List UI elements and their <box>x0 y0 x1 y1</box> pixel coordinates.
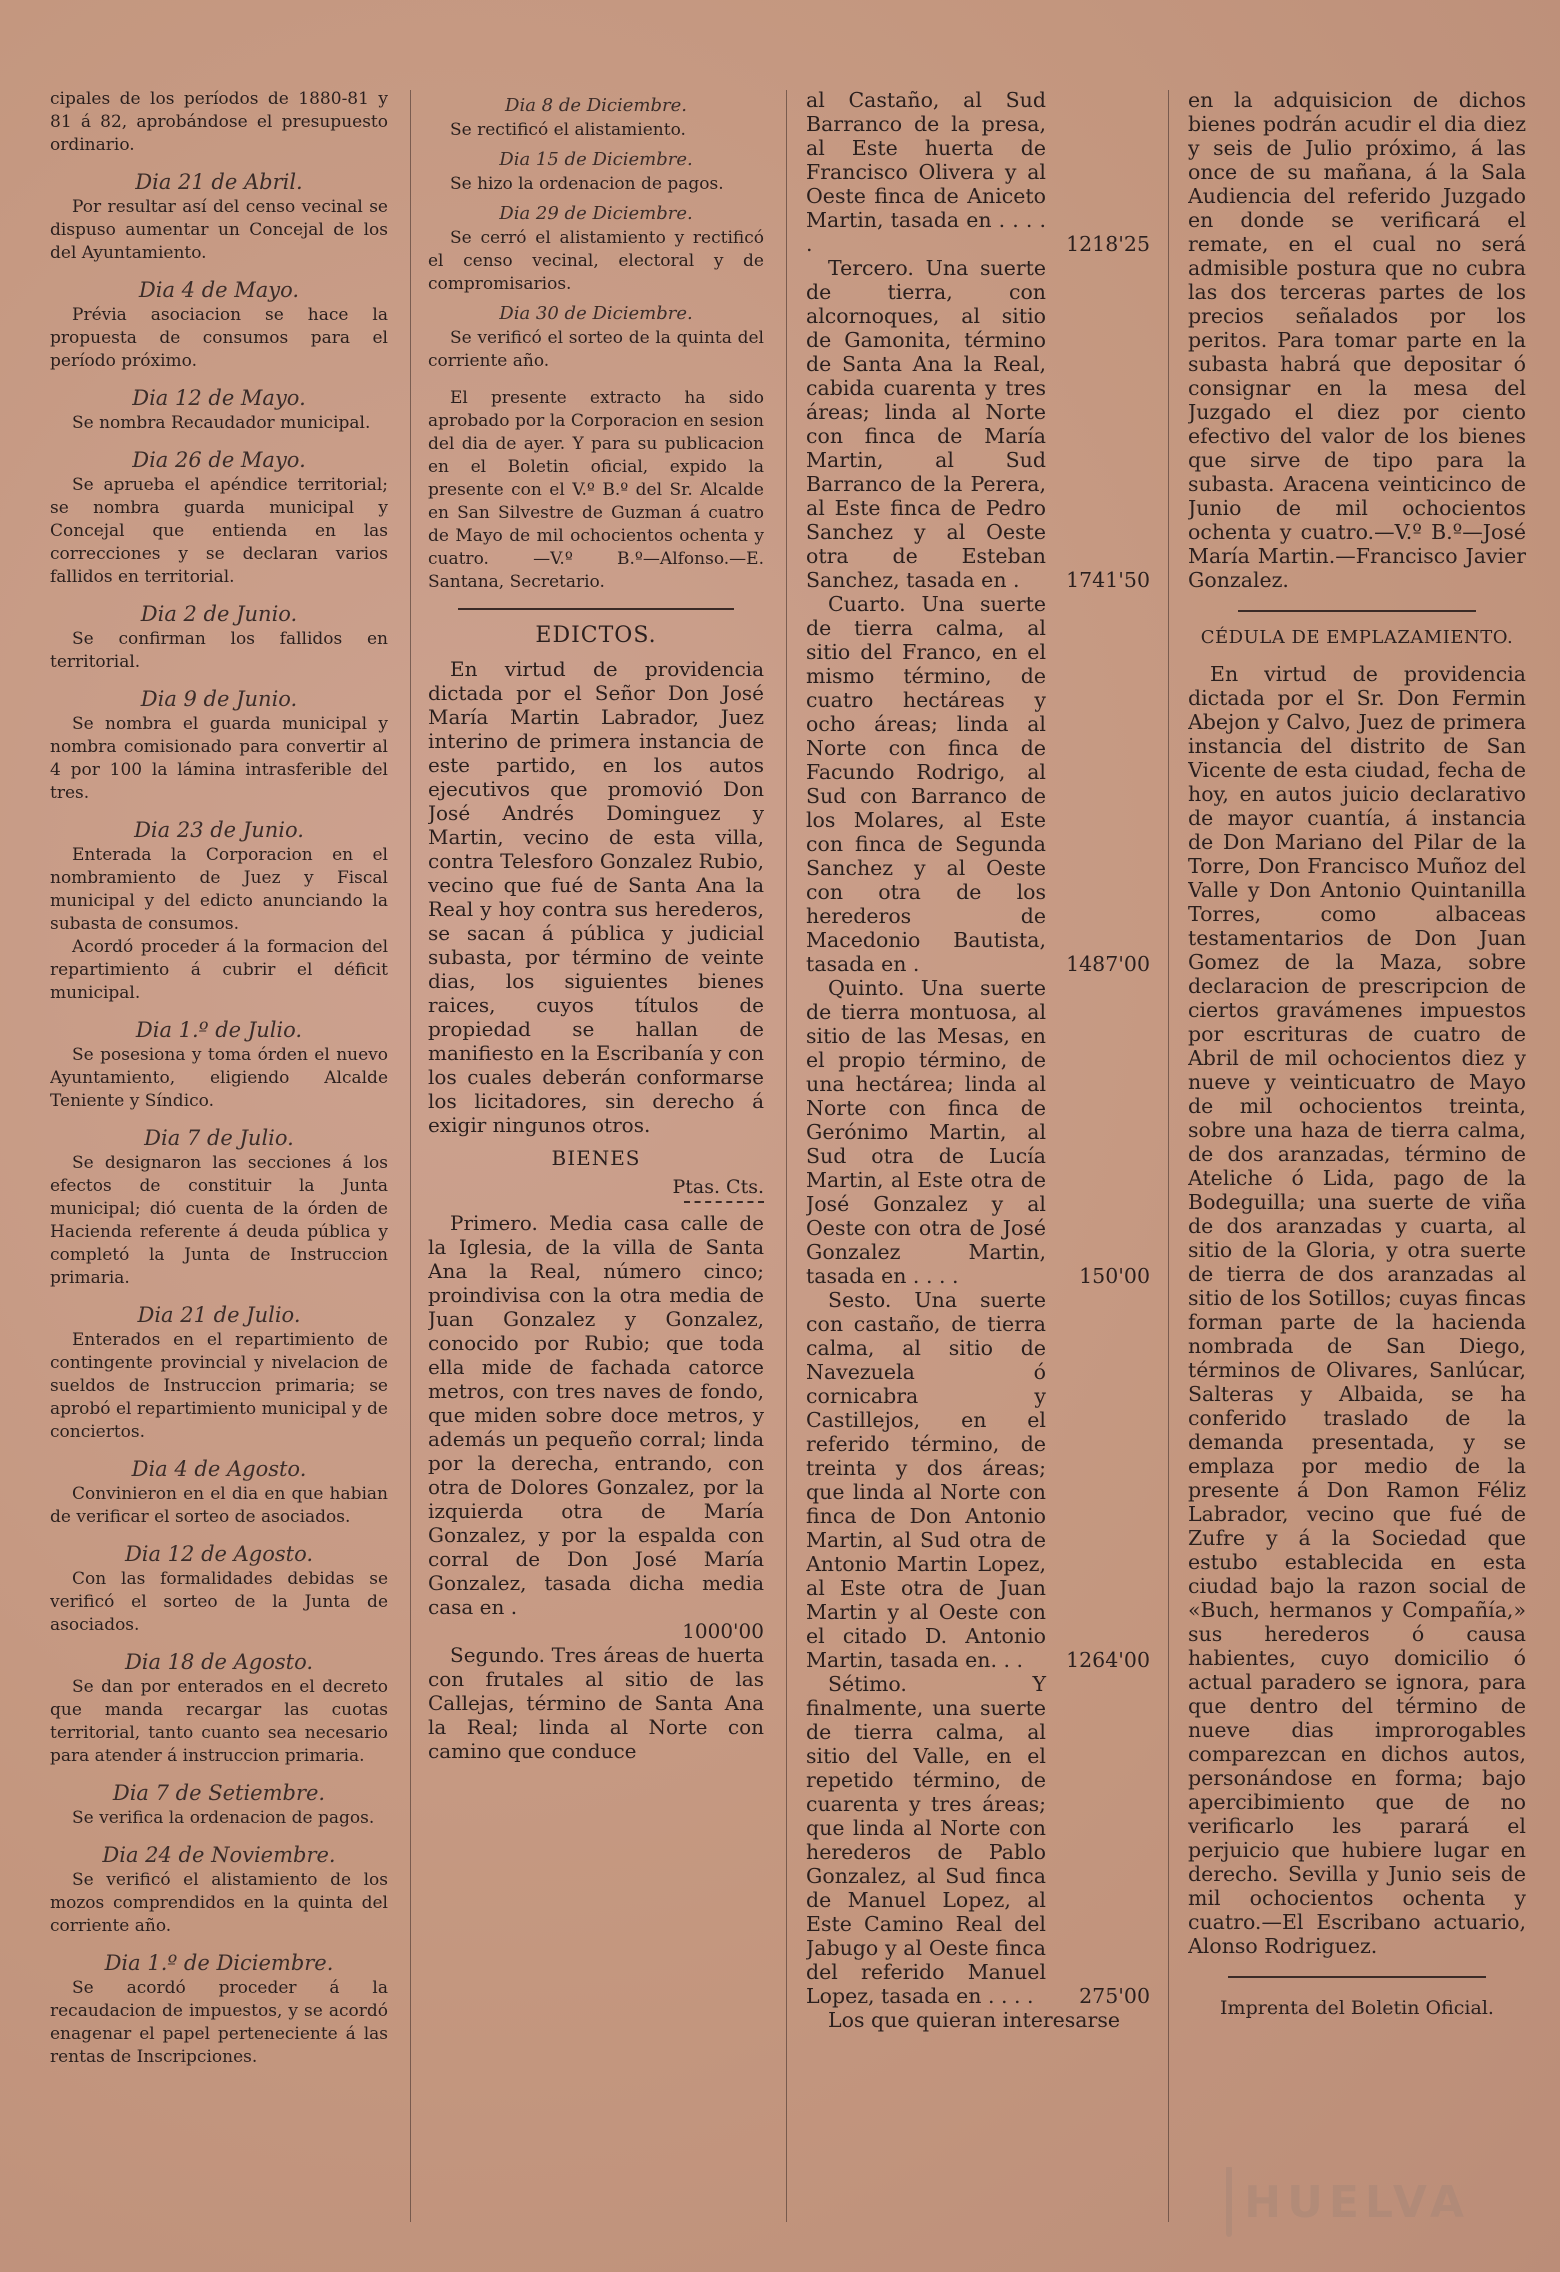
divider <box>1238 610 1476 612</box>
item-6-amount: 1264'00 <box>1066 1648 1150 1672</box>
entry-text: Se cerró el alistamiento y rectificó el censo vecinal, electoral y de compromisarios. <box>428 228 764 294</box>
entry-date: Dia 21 de Julio. <box>137 1303 301 1327</box>
item-2-amount: 1218'25 <box>1066 232 1150 256</box>
entry-text: Se nombra el guarda municipal y nombra comisionado para convertir al 4 por 100 la lámina intrasferible del tres. <box>50 714 388 803</box>
entry-date: Dia 8 de Diciembre. <box>505 95 687 116</box>
shield-icon <box>1226 2167 1232 2237</box>
entry-text: Se confirman los fallidos en territorial. <box>50 629 388 672</box>
currency-label: Ptas. Cts. <box>672 1176 764 1198</box>
divider <box>458 608 734 610</box>
entry-date: Dia 9 de Junio. <box>140 687 298 711</box>
bienes-heading: BIENES <box>551 1146 641 1170</box>
item-5-amount: 150'00 <box>1079 1264 1150 1288</box>
item-3-amount: 1741'50 <box>1066 568 1150 592</box>
entry-date: Dia 21 de Abril. <box>135 170 303 194</box>
subasta-cont-text: en la adquisicion de dichos bienes podrán acudir el dia diez y seis de Julio próximo, á las once de su mañana, á la Sala Audiencia del referido Juzgado en donde se verificará el remate, en el cual no será admisible postura que no cubra las dos terceras partes de los precios señalados por los peritos. Para tomar parte en la subasta habrá que depositar ó consignar en la mesa del Juzgado el diez por ciento efectivo del valor de los bienes que sirve de tipo para la subasta. Aracena veinticinco de Junio de mil ochocientos ochenta y cuatro.—V.º B.º—José María Martin.—Francisco Javier Gonzalez. <box>1188 88 1526 592</box>
entry-date: Dia 1.º de Diciembre. <box>104 1951 334 1975</box>
item-6-text: Sesto. Una suerte con castaño, de tierra calma, al sitio de Navezuela ó cornicabra y Castillejos, en el referido término, de treinta y dos áreas; que linda al Norte con finca de Don Antonio Martin, al Sud otra de Antonio Martin Lopez, al Este otra de Juan Martin y al Oeste con el citado D. Antonio Martin, tasada en. . . <box>806 1288 1046 1672</box>
entry-text: Se verificó el sorteo de la quinta del corriente año. <box>428 328 764 371</box>
entry-text: Prévia asociacion se hace la propuesta de consumos para el período próximo. <box>50 305 388 371</box>
entry-date: Dia 7 de Julio. <box>144 1126 294 1150</box>
item-block <box>806 1288 1150 1672</box>
entry-text: Se acordó proceder á la recaudacion de impuestos, y se acordó enagenar el papel perteneciente á las rentas de Inscripciones. <box>50 1978 388 2067</box>
intro-text: cipales de los períodos de 1880-81 y 81 á 82, aprobándose el presupuesto ordinario. <box>50 89 388 155</box>
entry-text: Se verifica la ordenacion de pagos. <box>72 1808 375 1828</box>
column-1 <box>50 88 388 2242</box>
entry-date: Dia 12 de Agosto. <box>124 1542 314 1566</box>
item-4-amount: 1487'00 <box>1066 952 1150 976</box>
column-2 <box>428 88 764 2242</box>
closing-start: Los que quieran interesarse <box>828 2008 1120 2032</box>
item-2-text: Segundo. Tres áreas de huerta con frutales al sitio de las Callejas, término de Santa Ana la Real; linda al Norte con camino que conduce <box>428 1643 764 1763</box>
divider <box>684 1201 764 1203</box>
minutes-list <box>428 94 764 373</box>
item-2-cont: al Castaño, al Sud Barranco de la presa, al Este huerta de Francisco Olivera y al Oeste finca de Aniceto Martin, tasada en . . . . . <box>806 88 1046 256</box>
column-rule <box>1168 90 1169 2222</box>
entry-date: Dia 29 de Diciembre. <box>499 203 693 224</box>
entry-date: Dia 2 de Junio. <box>140 602 298 626</box>
entry-date: Dia 12 de Mayo. <box>132 386 306 410</box>
cedula-text: En virtud de providencia dictada por el Sr. Don Fermin Abejon y Calvo, Juez de primera instancia del distrito de San Vicente de esta ciudad, fecha de hoy, en autos juicio declarativo de mayor cuantía, á instancia de Don Mariano del Pilar de la Torre, Don Francisco Muñoz del Valle y Don Antonio Quintanilla Torres, como albaceas testamentarios de Don Juan Gomez de la Maza, sobre declaracion de prescripcion de ciertos gravámenes impuestos por escrituras de cuatro de Abril de mil ochocientos diez y nueve y veinticuatro de Mayo de mil ochocientos treinta, sobre una haza de tierra calma, de dos aranzadas, término de Ateliche ó Lida, pago de la Bodeguilla; una suerte de viña de dos aranzadas y cuarta, al sitio de la Gloria, y otra suerte de tierra de dos aranzadas al sitio de los Sotillos; cuyas fincas forman parte de la hacienda nombrada de San Diego, términos de Olivares, Sanlúcar, Salteras y Albaida, se ha conferido traslado de la demanda presentada, y se emplaza por medio de la presente á Don Ramon Féliz Labrador, vecino que fué de Zufre y á la Sociedad que estubo establecida en esta ciudad bajo la razon social de «Buch, hermanos y Compañía,» sus herederos ó causa habientes, cuyo domicilio ó actual paradero se ignora, para que dentro del término de nueve dias improrogables comparezcan en dichos autos, personándose en forma; bajo apercibimiento que de no verificarlo les parará el perjuicio que hubiere lugar en derecho. Sevilla y Junio seis de mil ochocientos ochenta y cuatro.—El Escribano actuario, Alonso Rodriguez. <box>1188 662 1526 1958</box>
edicto-text: En virtud de providencia dictada por el Señor Don José María Martin Labrador, Juez interino de primera instancia de este partido, en los autos ejecutivos que promovió Don José Andrés Dominguez y Martin, vecino de esta villa, contra Telesforo Gonzalez Rubio, vecino que fué de Santa Ana la Real y hoy contra sus herederos, se sacan á pública y judicial subasta, por término de veinte dias, los siguientes bienes raices, cuyos títulos de propiedad se hallan de manifiesto en la Escribanía y con los cuales deberán conformarse los licitadores, sin derecho á exigir ningunos otros. <box>428 657 764 1137</box>
entry-text: Se verificó el alistamiento de los mozos comprendidos en la quinta del corriente año. <box>50 1870 388 1936</box>
item-block <box>806 88 1150 256</box>
item-3-text: Tercero. Una suerte de tierra, con alcornoques, al sitio de Gamonita, término de Santa Ana la Real, cabida cuarenta y tres áreas; linda al Norte con finca de María Martin, al Sud Barranco de la Perera, al Este finca de Pedro Sanchez y al Oeste otra de Esteban Sanchez, tasada en . <box>806 256 1046 592</box>
entry-date: Dia 1.º de Julio. <box>135 1018 303 1042</box>
entry-text: Convinieron en el dia en que habian de verificar el sorteo de asociados. <box>50 1484 388 1527</box>
entry-text: Se posesiona y toma órden el nuevo Ayuntamiento, eligiendo Alcalde Teniente y Síndico. <box>50 1045 388 1111</box>
entry-text: Enterados en el repartimiento de contingente provincial y nivelacion de sueldos de Instruccion primaria; se aprobó el repartimiento municipal y de conciertos. <box>50 1330 388 1442</box>
entry-text: Se nombra Recaudador municipal. <box>72 413 371 433</box>
divider <box>1228 1976 1486 1978</box>
watermark-text: HUELVA <box>1244 2176 1470 2228</box>
printer-footer: Imprenta del Boletin Oficial. <box>1220 1997 1494 2019</box>
item-7-text: Sétimo. Y finalmente, una suerte de tierra calma, al sitio del Valle, en el repetido término, de cuarenta y tres áreas; que linda al Norte con herederos de Pablo Gonzalez, al Sud finca de Manuel Lopez, al Este Camino Real del Jabugo y al Oeste finca del referido Manuel Lopez, tasada en . . . . <box>806 1672 1046 2008</box>
item-5-text: Quinto. Una suerte de tierra montuosa, al sitio de las Mesas, en el propio término, de una hectárea; linda al Norte con finca de Gerónimo Martin, al Sud otra de Lucía Martin, al Este otra de José Gonzalez y al Oeste con otra de José Gonzalez Martin, tasada en . . . . <box>806 976 1046 1288</box>
item-7-amount: 275'00 <box>1079 1984 1150 2008</box>
entry-date: Dia 18 de Agosto. <box>124 1650 314 1674</box>
entry-date: Dia 4 de Mayo. <box>138 278 300 302</box>
item-block <box>806 976 1150 1288</box>
cedula-heading: CÉDULA DE EMPLAZAMIENTO. <box>1200 627 1514 648</box>
column-rule <box>410 90 411 2222</box>
entry-text: Se hizo la ordenacion de pagos. <box>450 174 724 194</box>
item-4-text: Cuarto. Una suerte de tierra calma, al sitio del Franco, en el mismo término, de cuatro hectáreas y ocho áreas; linda al Norte con finca de Facundo Rodrigo, al Sud con Barranco de los Molares, al Este con finca de Segunda Sanchez y al Oeste con otra de los herederos de Macedonio Bautista, tasada en . <box>806 592 1046 976</box>
entry-date: Dia 4 de Agosto. <box>131 1457 307 1481</box>
entry-date: Dia 30 de Diciembre. <box>499 303 693 324</box>
entry-text: Enterada la Corporacion en el nombramiento de Juez y Fiscal municipal y del edicto anunciando la subasta de consumos. <box>50 845 388 934</box>
column-4 <box>1188 88 1526 2242</box>
entry-date: Dia 26 de Mayo. <box>132 448 306 472</box>
item-block <box>806 256 1150 592</box>
entry-text: Con las formalidades debidas se verificó el sorteo de la Junta de asociados. <box>50 1569 388 1635</box>
item-1-text: Primero. Media casa calle de la Iglesia, de la villa de Santa Ana la Real, número cinco; proindivisa con la otra media de Juan Gonzalez y Gonzalez, conocido por Rubio; que toda ella mide de fachada catorce metros, con tres naves de fondo, que miden sobre doce metros, y además un pequeño corral; linda por la derecha, entrando, con otra de Dolores Gonzalez, por la izquierda otra de María Gonzalez, y por la espalda con corral de Don José María Gonzalez, tasada dicha media casa en . <box>428 1211 764 1619</box>
column-3 <box>806 88 1150 2242</box>
entry-text: Se dan por enterados en el decreto que manda recargar las cuotas territorial, tanto cuanto sea necesario para atender á instruccion primaria. <box>50 1677 388 1766</box>
item-block <box>806 592 1150 976</box>
column-rule <box>786 90 787 2222</box>
huelva-watermark <box>1240 2162 1470 2242</box>
entry-date: Dia 24 de Noviembre. <box>102 1843 336 1867</box>
minutes-list <box>50 171 388 2069</box>
closing-text: El presente extracto ha sido aprobado por la Corporacion en sesion del dia de ayer. Y para su publicacion en el Boletin oficial, expido la presente con el V.º B.º del Sr. Alcalde en San Silvestre de Guzman á cuatro de Mayo de mil ochocientos ochenta y cuatro. —V.º B.º—Alfonso.—E. Santana, Secretario. <box>428 388 764 592</box>
entry-date: Dia 23 de Junio. <box>134 818 304 842</box>
entry-text: Por resultar así del censo vecinal se dispuso aumentar un Concejal de los del Ayuntamiento. <box>50 197 388 263</box>
entry-date: Dia 15 de Diciembre. <box>499 149 693 170</box>
edictos-heading: EDICTOS. <box>535 623 657 648</box>
entry-text: Se designaron las secciones á los efectos de constituir la Junta municipal; dió cuenta de la órden de Hacienda referente á deuda pública y completó la Junta de Instruccion primaria. <box>50 1153 388 1288</box>
item-1-amount: 1000'00 <box>682 1619 764 1643</box>
entry-text: Se rectificó el alistamiento. <box>450 120 686 140</box>
entry-text: Acordó proceder á la formacion del repartimiento á cubrir el déficit municipal. <box>50 937 388 1003</box>
entry-date: Dia 7 de Setiembre. <box>112 1781 326 1805</box>
item-block <box>806 1672 1150 2008</box>
entry-text: Se aprueba el apéndice territorial; se nombra guarda municipal y Concejal que entienda en las correcciones y se declaran varios fallidos en territorial. <box>50 475 388 587</box>
